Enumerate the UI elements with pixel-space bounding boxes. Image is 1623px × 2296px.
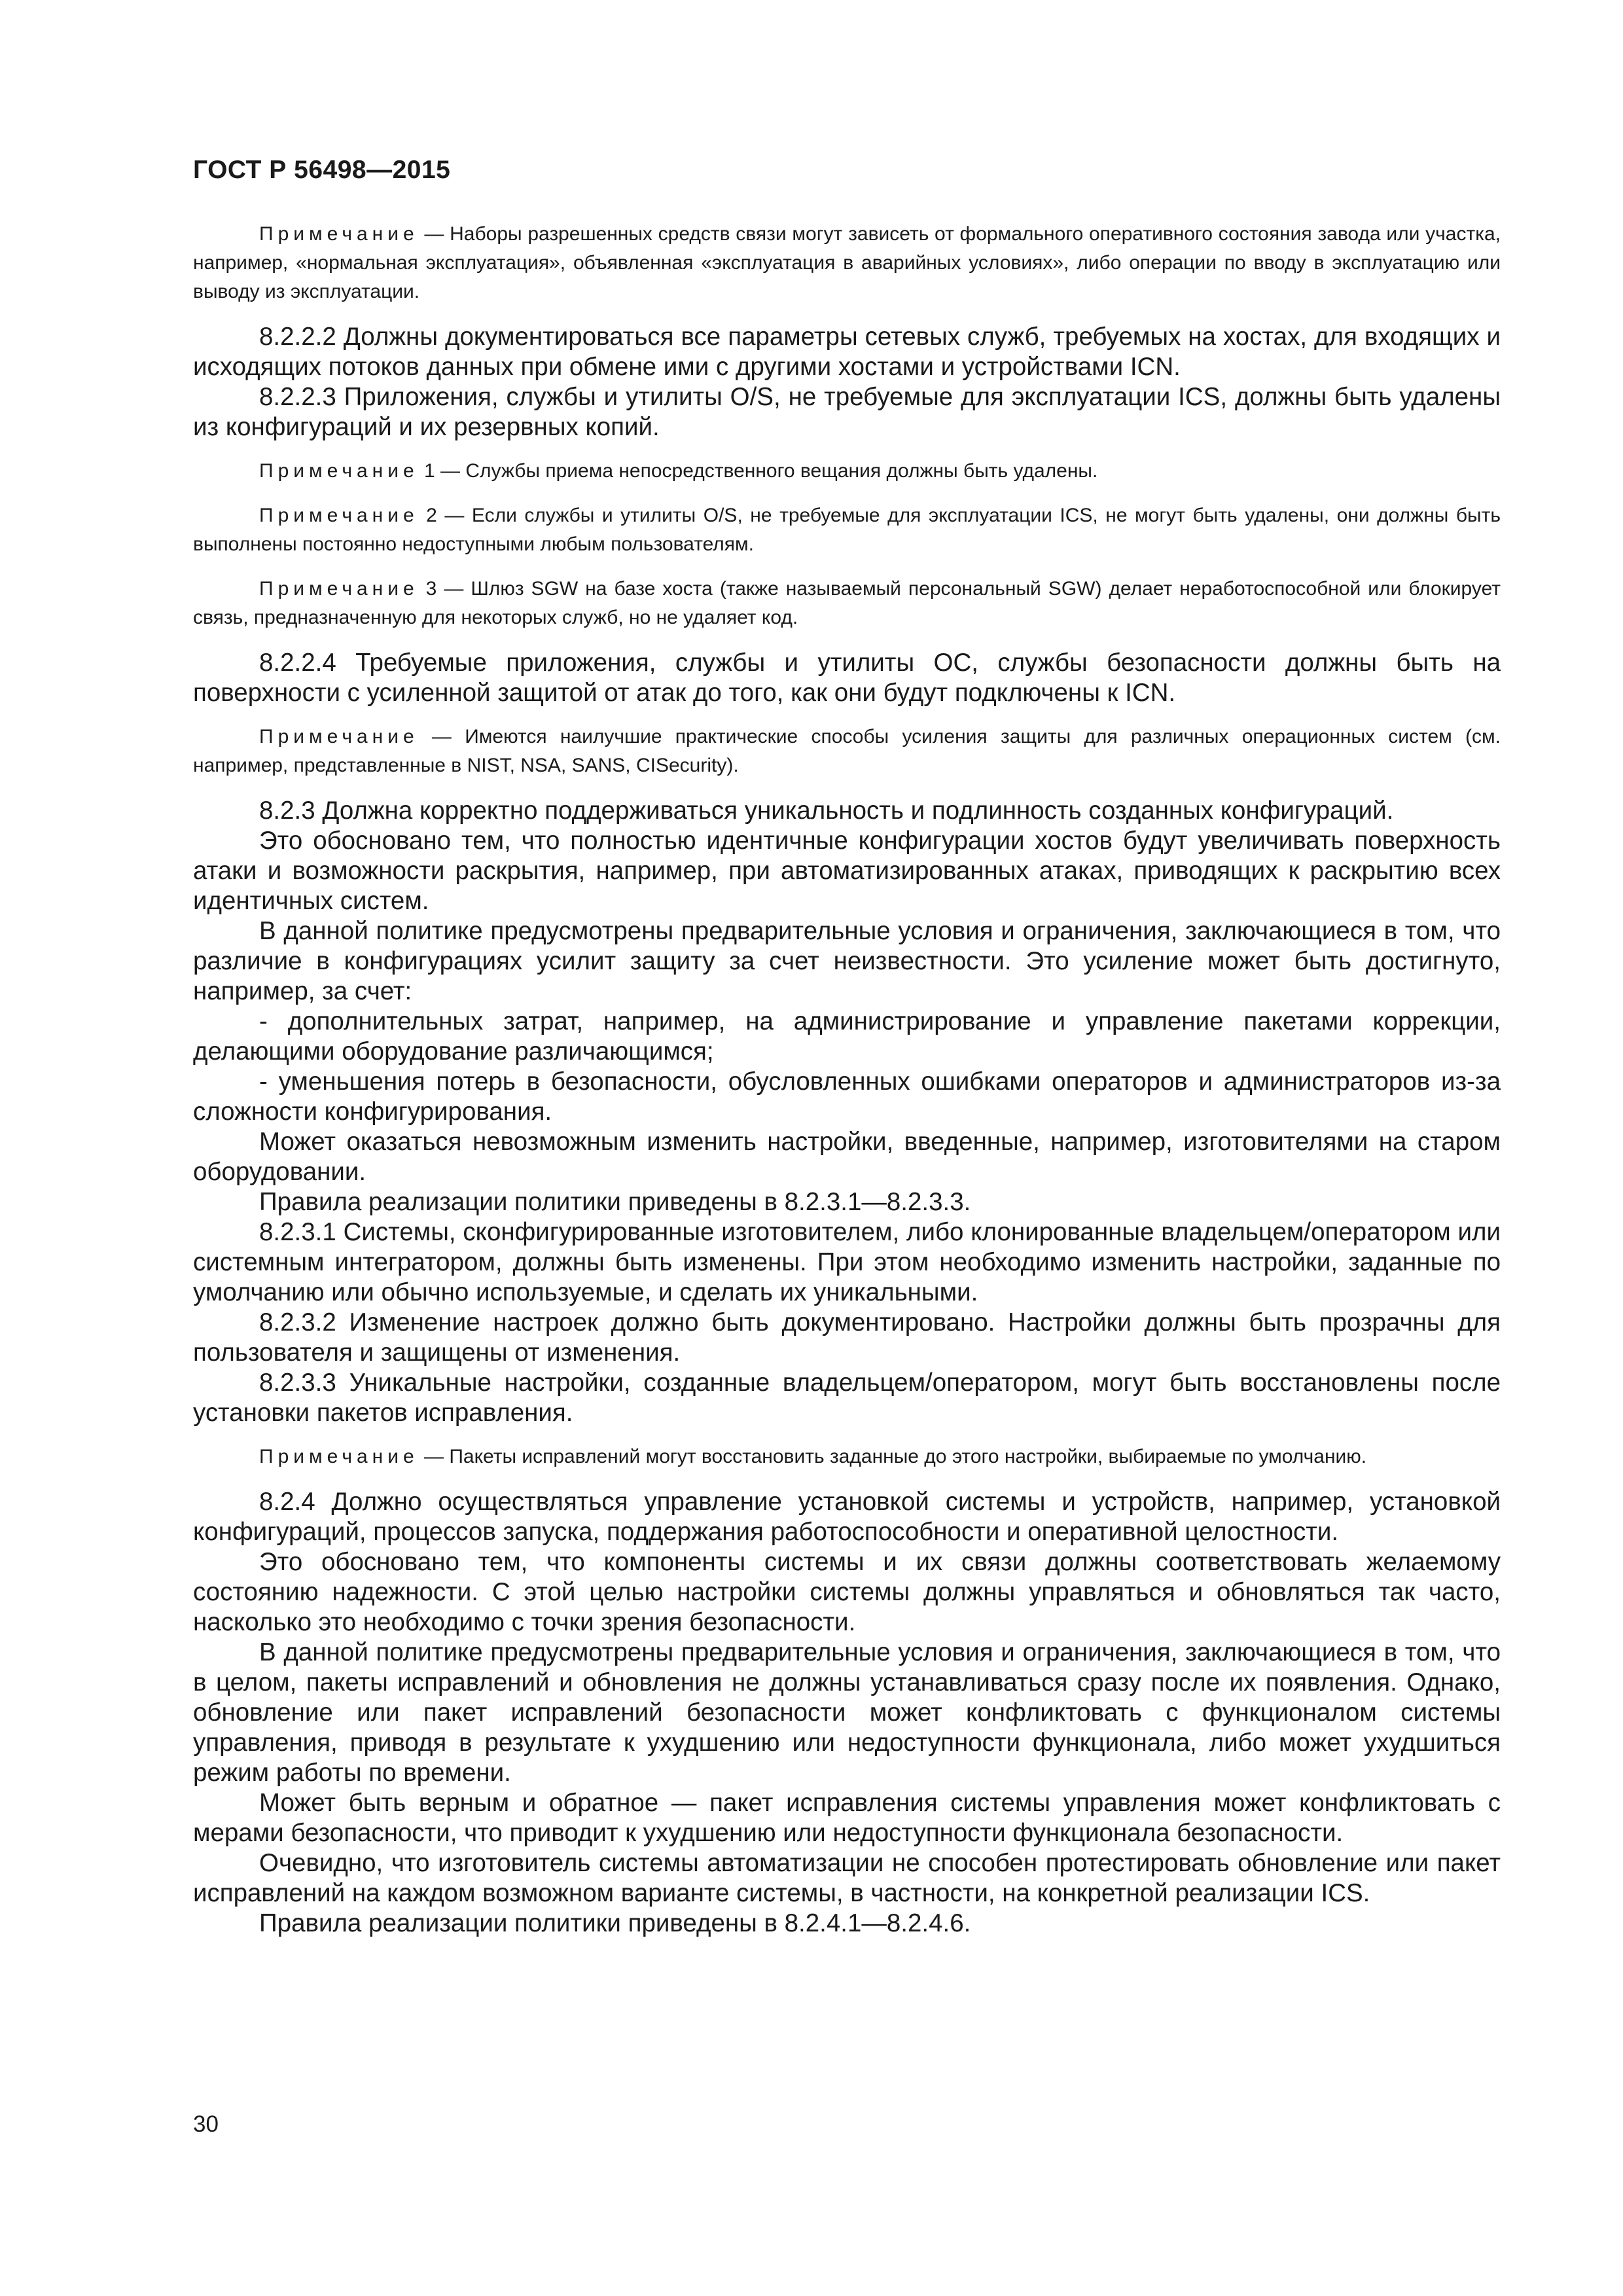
paragraph: Может оказаться невозможным изменить настройки, введенные, например, изготовителями на старом оборудовании. bbox=[193, 1128, 1501, 1186]
paragraph: 8.2.3 Должна корректно поддерживаться уникальность и подлинность созданных конфигураций. bbox=[259, 797, 1394, 825]
paragraph: 8.2.2.4 Требуемые приложения, службы и утилиты ОС, службы безопасности должны быть на поверхности с усиленной защитой от атак до того, как они будут подключены к ICN. bbox=[193, 649, 1501, 707]
note-label: Примечание bbox=[259, 578, 419, 600]
note bbox=[193, 220, 1501, 306]
paragraph: Правила реализации политики приведены в 8.2.3.1—8.2.3.3. bbox=[259, 1188, 971, 1216]
note bbox=[193, 501, 1501, 559]
document-header: ГОСТ Р 56498—2015 bbox=[193, 156, 451, 184]
note-label: Примечание bbox=[259, 726, 419, 747]
paragraph: 8.2.4 Должно осуществляться управление установкой системы и устройств, например, установкой конфигураций, процессов запуска, поддержания работоспособности и оперативной целостности. bbox=[193, 1488, 1501, 1546]
note-text: — Наборы разрешенных средств связи могут зависеть от формального оперативного состояния завода или участка, например, «нормальная эксплуатация», объявленная «эксплуатация в аварийных условиях», либо операции по вводу в эксплуатацию или выводу из эксплуатации. bbox=[193, 223, 1501, 302]
note-text: 1 — Службы приема непосредственного вещания должны быть удалены. bbox=[418, 460, 1098, 482]
note bbox=[193, 1443, 1501, 1471]
paragraph: 8.2.3.3 Уникальные настройки, созданные владельцем/оператором, могут быть восстановлены после установки пакетов исправления. bbox=[193, 1369, 1501, 1427]
note-label: Примечание bbox=[259, 1446, 419, 1467]
note bbox=[193, 457, 1501, 486]
paragraph: В данной политике предусмотрены предварительные условия и ограничения, заключающиеся в том, что в целом, пакеты исправлений и обновления не должны устанавливаться сразу после их появления. Однако, обновление или пакет исправлений безопасности может конфликтовать с функционалом системы управления, приводя в результате к ухудшению или недоступности функционала, либо может ухудшиться режим работы по времени. bbox=[193, 1638, 1501, 1787]
paragraph: В данной политике предусмотрены предварительные условия и ограничения, заключающиеся в том, что различие в конфигурациях усилит защиту за счет неизвестности. Это усиление может быть достигнуто, например, за счет: bbox=[193, 917, 1501, 1005]
list-item: - уменьшения потерь в безопасности, обусловленных ошибками операторов и администраторов из-за сложности конфигурирования. bbox=[193, 1067, 1501, 1126]
paragraph: 8.2.3.1 Системы, сконфигурированные изготовителем, либо клонированные владельцем/оператором или системным интегратором, должны быть изменены. При этом необходимо изменить настройки, заданные по умолчанию или обычно используемые, и сделать их уникальными. bbox=[193, 1218, 1501, 1306]
paragraph: Это обосновано тем, что полностью идентичные конфигурации хостов будут увеличивать поверхность атаки и возможности раскрытия, например, при автоматизированных атаках, приводящих к раскрытию всех идентичных систем. bbox=[193, 827, 1501, 915]
note-text: 2 — Если службы и утилиты O/S, не требуемые для эксплуатации ICS, не могут быть удалены, они должны быть выполнены постоянно недоступными любым пользователям. bbox=[193, 505, 1501, 555]
list-item: - дополнительных затрат, например, на администрирование и управление пакетами коррекции, делающими оборудование различающимся; bbox=[193, 1007, 1501, 1066]
paragraph: Очевидно, что изготовитель системы автоматизации не способен протестировать обновление или пакет исправлений на каждом возможном варианте системы, в частности, на конкретной реализации ICS. bbox=[193, 1849, 1501, 1907]
note bbox=[193, 575, 1501, 632]
note-label: Примечание bbox=[259, 460, 419, 482]
note-label: Примечание bbox=[259, 505, 419, 526]
paragraph: Правила реализации политики приведены в 8.2.4.1—8.2.4.6. bbox=[259, 1909, 971, 1937]
note-text: 3 — Шлюз SGW на базе хоста (также называемый персональный SGW) делает неработоспособной или блокирует связь, предназначенную для некоторых служб, но не удаляет код. bbox=[193, 578, 1501, 628]
page-number: 30 bbox=[193, 2111, 219, 2137]
note-label: Примечание bbox=[259, 223, 419, 245]
paragraph: Это обосновано тем, что компоненты системы и их связи должны соответствовать желаемому состоянию надежности. С этой целью настройки системы должны управляться и обновляться так часто, насколько это необходимо с точки зрения безопасности. bbox=[193, 1548, 1501, 1636]
paragraph: 8.2.3.2 Изменение настроек должно быть документировано. Настройки должны быть прозрачны для пользователя и защищены от изменения. bbox=[193, 1308, 1501, 1367]
paragraph: 8.2.2.2 Должны документироваться все параметры сетевых служб, требуемых на хостах, для входящих и исходящих потоков данных при обмене ими с другими хостами и устройствами ICN. bbox=[193, 323, 1501, 381]
document-page bbox=[193, 156, 1501, 1939]
note-text: — Пакеты исправлений могут восстановить заданные до этого настройки, выбираемые по умолчанию. bbox=[418, 1446, 1367, 1467]
paragraph: Может быть верным и обратное — пакет исправления системы управления может конфликтовать с мерами безопасности, что приводит к ухудшению или недоступности функционала безопасности. bbox=[193, 1789, 1501, 1847]
paragraph: 8.2.2.3 Приложения, службы и утилиты O/S, не требуемые для эксплуатации ICS, должны быть удалены из конфигураций и их резервных копий. bbox=[193, 383, 1501, 441]
note bbox=[193, 723, 1501, 780]
note-text: — Имеются наилучшие практические способы усиления защиты для различных операционных систем (см. например, представленные в NIST, NSA, SANS, CISecurity). bbox=[193, 726, 1501, 776]
